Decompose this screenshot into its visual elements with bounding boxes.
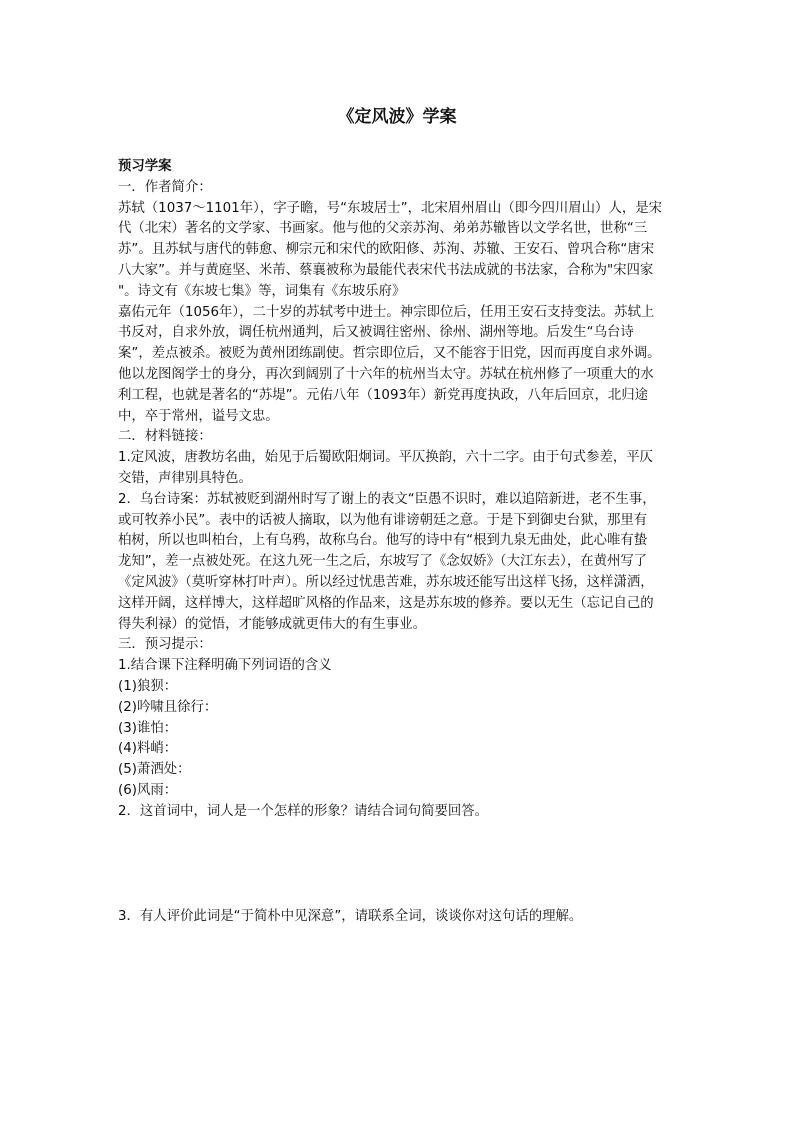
text-line: 苏轼（1037～1101年），字子瞻，号“东坡居士”，北宋眉州眉山（即今四川眉山）人，是宋: [118, 200, 662, 216]
text-line: 八大家”。并与黄庭坚、米芾、蔡襄被称为最能代表宋代书法成就的书法家，合称为"宋四家: [118, 262, 654, 278]
document-body: [118, 157, 678, 927]
text-line: 书反对，自求外放，调任杭州通判，后又被调往密州、徐州、湖州等地。后发生“乌台诗: [118, 325, 634, 341]
term-item: (2)吟啸且徐行：: [118, 699, 218, 715]
material-paragraph: [118, 448, 678, 635]
text-line: 案”，差点被杀。被贬为黄州团练副使。哲宗即位后，又不能容于旧党，因而再度自求外调。: [118, 346, 661, 362]
text-line: 2．乌台诗案：苏轼被贬到湖州时写了谢上的表文“臣愚不识时，难以追陪新进，老不生事，: [118, 491, 656, 507]
term-list: [118, 677, 678, 802]
text-line: 柏树，所以也叫柏台，上有乌鸦，故称乌台。他写的诗中有“根到九泉无曲处，此心唯有蛰: [118, 533, 648, 549]
heading-material-links: 二．材料链接：: [118, 429, 212, 445]
text-line: 这样开阔，这样博大，这样超旷风格的作品来，这是苏东坡的修养。要以无生（忘记自己的: [118, 595, 654, 611]
text-line: 交错，声律别具特色。: [118, 470, 252, 486]
text-line: 利工程，也就是著名的“苏堤”。元佑八年（1093年）新党再度执政，八年后回京，北归途: [118, 387, 649, 403]
text-line: 或可牧养小民”。表中的话被人摘取，以为他有诽谤朝廷之意。于是下到御史台狱，那里有: [118, 512, 648, 528]
document-title: 《定风波》学案: [337, 107, 457, 127]
term-item: (3)谁怕：: [118, 720, 178, 736]
text-line: "。诗文有《东坡七集》等，词集有《东坡乐府》: [118, 283, 406, 299]
section-heading-preview: 预习学案: [118, 159, 172, 174]
text-line: 他以龙图阁学士的身分，再次到阔别了十六年的杭州当太守。苏轼在杭州修了一项重大的水: [118, 366, 654, 382]
hint-instruction: 1.结合课下注释明确下列词语的含义: [118, 658, 332, 674]
question-3: 3．有人评价此词是“于简朴中见深意”，请联系全词，谈谈你对这句话的理解。: [118, 908, 583, 924]
term-item: (1)狼狈：: [118, 678, 178, 694]
text-line: 得失利禄）的觉悟，才能够成就更伟大的有生事业。: [118, 616, 426, 632]
heading-author-intro: 一．作者简介：: [118, 179, 212, 195]
term-item: (5)萧洒处：: [118, 762, 191, 778]
author-intro-paragraph: [118, 199, 678, 428]
text-line: 代（北宋）著名的文学家、书画家。他与他的父亲苏洵、弟弟苏辙皆以文学名世，世称“三: [118, 221, 648, 237]
heading-preview-hints: 三．预习提示：: [118, 637, 212, 653]
text-line: 1.定风波，唐教坊名曲，始见于后蜀欧阳炯词。平仄换韵，六十二字。由于句式参差，平仄: [118, 450, 654, 466]
text-line: 龙知”，差一点被处死。在这九死一生之后，东坡写了《念奴娇》（大江东去），在黄州写了: [118, 554, 648, 570]
text-line: 中，卒于常州，谥号文忠。: [118, 408, 279, 424]
text-line: 苏”。且苏轼与唐代的韩愈、柳宗元和宋代的欧阳修、苏洵、苏辙、王安石、曾巩合称“唐宋: [118, 242, 655, 258]
term-item: (4)料峭：: [118, 741, 178, 757]
answer-space: [118, 823, 678, 907]
term-item: (6)风雨：: [118, 782, 178, 798]
text-line: 嘉佑元年（1056年），二十岁的苏轼考中进士。神宗即位后，任用王安石支持变法。苏轼上: [118, 304, 655, 320]
text-line: 《定风波》（莫听穿林打叶声）。所以经过忧患苦难，苏东坡还能写出这样飞扬，这样潇洒，: [118, 574, 654, 590]
question-2: 2．这首词中，词人是一个怎样的形象？请结合词句简要回答。: [118, 803, 489, 819]
